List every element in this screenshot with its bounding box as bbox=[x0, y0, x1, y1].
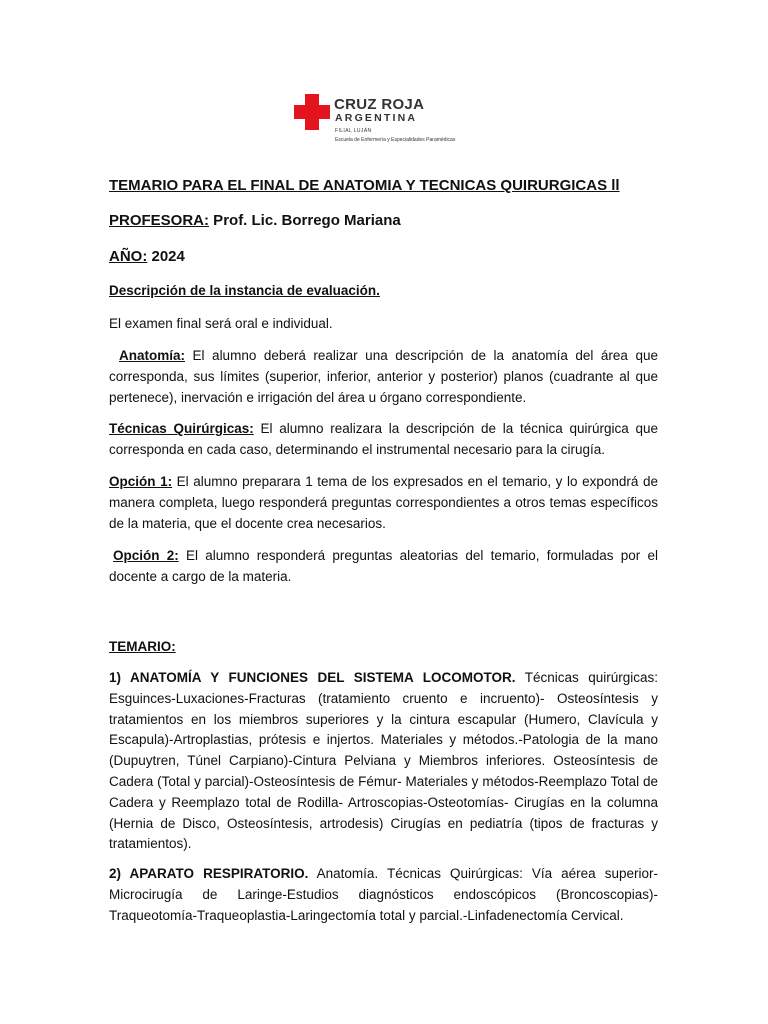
item1-title: 1) ANATOMÍA Y FUNCIONES DEL SISTEMA LOCOMOTOR. bbox=[109, 670, 516, 685]
professor-line bbox=[109, 211, 658, 232]
evaluation-heading-text: Descripción de la instancia de evaluación. bbox=[109, 283, 380, 298]
year-value: 2024 bbox=[147, 248, 185, 265]
opcion1-label: Opción 1: bbox=[109, 474, 173, 489]
opcion1-paragraph bbox=[109, 472, 658, 534]
item2-text: Anatomía. Técnicas Quirúrgicas: Vía aérea superior-Microcirugía de Laringe-Estudios diagnósticos endoscópicos (Broncoscopias)-Traqueotomía-Traqueoplastia-Laringectomía total y parcial.-Linfadenectomía Cervical. bbox=[109, 866, 658, 923]
professor-label: PROFESORA: bbox=[109, 212, 210, 229]
opcion2-paragraph bbox=[109, 546, 658, 588]
cruz-roja-logo bbox=[292, 92, 492, 152]
anatomia-label: Anatomía: bbox=[119, 348, 186, 363]
evaluation-heading bbox=[109, 281, 658, 302]
item2-title: 2) APARATO RESPIRATORIO. bbox=[109, 866, 309, 881]
logo-line-3: FILIAL LUJÁN bbox=[335, 128, 372, 134]
year-label: AÑO: bbox=[109, 248, 148, 265]
logo-line-2: ARGENTINA bbox=[335, 112, 418, 124]
tecnicas-paragraph bbox=[109, 419, 658, 461]
logo-line-1: CRUZ ROJA bbox=[334, 96, 425, 113]
year-line bbox=[109, 247, 658, 268]
item1-text: Técnicas quirúrgicas: Esguinces-Luxaciones-Fracturas (tratamiento cruento e incruento)- Osteosíntesis y tratamientos en los miembros superiores y la cintura escapular (Humero, Clavícula y Escapula)-Artroplastias, prótesis e injertos. Materiales y métodos.-Patologia de la mano (Dupuytren, Túnel Carpiano)-Cintura Pelviana y Miembros inferiores. Osteosíntesis de Cadera (Total y parcial)-Osteosíntesis de Fémur- Materiales y métodos-Reemplazo Total de Cadera y Reemplazo total de Rodilla- Artroscopias-Osteotomías- Cirugías en la columna (Hernia de Disco, Osteosíntesis, artrodesis) Cirugías en pediatría (tipos de fracturas y tratamientos). bbox=[109, 670, 659, 852]
opcion2-text: El alumno responderá preguntas aleatorias del temario, formuladas por el docente a cargo de la materia. bbox=[109, 548, 658, 584]
evaluation-intro: El examen final será oral e individual. bbox=[109, 316, 333, 331]
title-text: TEMARIO PARA EL FINAL DE ANATOMIA Y TECNICAS QUIRURGICAS ll bbox=[109, 177, 620, 194]
temario-heading-text: TEMARIO: bbox=[109, 639, 176, 654]
document-title bbox=[109, 176, 658, 197]
professor-value: Prof. Lic. Borrego Mariana bbox=[209, 212, 401, 229]
tecnicas-text: El alumno realizara la descripción de la técnica quirúrgica que corresponda en cada caso, determinando el instrumental necesario para la cirugía. bbox=[109, 421, 658, 457]
anatomia-text: El alumno deberá realizar una descripción de la anatomía del área que corresponda, sus límites (superior, inferior, anterior y posterior) planos (cuadrante al que pertenece), inervación e irrigación del área u órgano correspondiente. bbox=[109, 348, 658, 405]
temario-heading bbox=[109, 637, 658, 658]
opcion2-label: Opción 2: bbox=[113, 548, 179, 563]
logo-line-4: Escuela de Enfermería y Especialidades Paramédicas bbox=[335, 137, 456, 143]
opcion1-text: El alumno preparara 1 tema de los expresados en el temario, y lo expondrá de manera completa, luego responderá preguntas correspondientes a otros temas específicos de la materia, que el docente crea necesarios. bbox=[109, 474, 658, 531]
anatomia-paragraph bbox=[109, 346, 658, 408]
tecnicas-label: Técnicas Quirúrgicas: bbox=[109, 421, 254, 436]
temario-item-1 bbox=[109, 668, 658, 855]
temario-item-2 bbox=[109, 864, 658, 926]
red-cross-icon bbox=[294, 94, 330, 130]
